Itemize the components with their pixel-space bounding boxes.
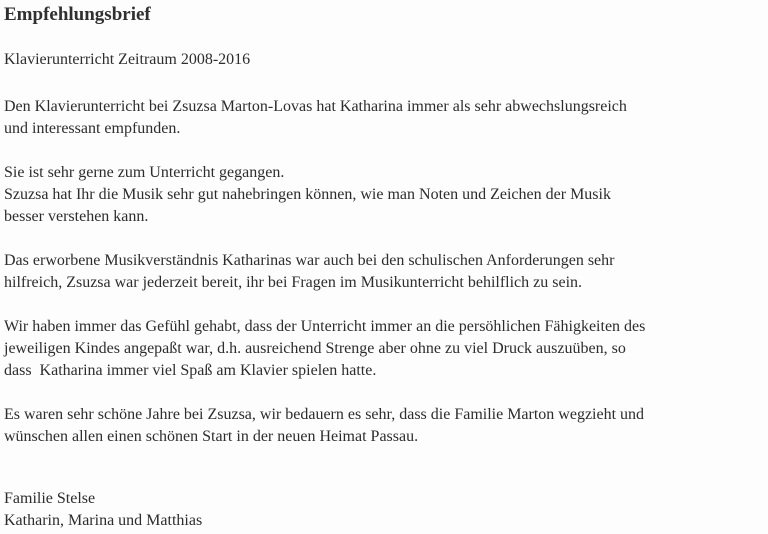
paragraph-1-line-2: und interessant empfunden. bbox=[4, 120, 181, 137]
letter-title: Empfehlungsbrief bbox=[4, 4, 151, 25]
paragraph-3-line-2: hilfreich, Zsuzsa war jederzeit bereit, ihr bei Fragen im Musikunterricht behilflich zu sein. bbox=[4, 274, 583, 291]
paragraph-5-line-1: Es waren sehr schöne Jahre bei Zsuzsa, wir bedauern es sehr, dass die Familie Marton wegzieht und bbox=[4, 406, 645, 423]
paragraph-4-line-1: Wir haben immer das Gefühl gehabt, dass der Unterricht immer an die persöhlichen Fähigkeiten des bbox=[4, 318, 646, 335]
signature-names: Katharin, Marina und Matthias bbox=[4, 512, 203, 529]
paragraph-1-line-1: Den Klavierunterricht bei Zsuzsa Marton-Lovas hat Katharina immer als sehr abwechslungsreich bbox=[4, 98, 627, 115]
paragraph-3-line-1: Das erworbene Musikverständnis Katharinas war auch bei den schulischen Anforderungen sehr bbox=[4, 252, 615, 269]
paragraph-5-line-2: wünschen allen einen schönen Start in der neuen Heimat Passau. bbox=[4, 428, 419, 445]
signature-family: Familie Stelse bbox=[4, 490, 96, 507]
paragraph-4-line-3: dass Katharina immer viel Spaß am Klavier spielen hatte. bbox=[4, 362, 377, 379]
paragraph-2-line-3: besser verstehen kann. bbox=[4, 208, 149, 225]
paragraph-2-line-1: Sie ist sehr gerne zum Unterricht gegangen. bbox=[4, 164, 285, 181]
paragraph-2-line-2: Szuzsa hat Ihr die Musik sehr gut nahebringen können, wie man Noten und Zeichen der Musik bbox=[4, 186, 611, 203]
paragraph-4-line-2: jeweiligen Kindes angepaßt war, d.h. ausreichend Strenge aber ohne zu viel Druck auszuüben, so bbox=[4, 340, 626, 357]
letter-subject: Klavierunterricht Zeitraum 2008-2016 bbox=[4, 51, 251, 68]
